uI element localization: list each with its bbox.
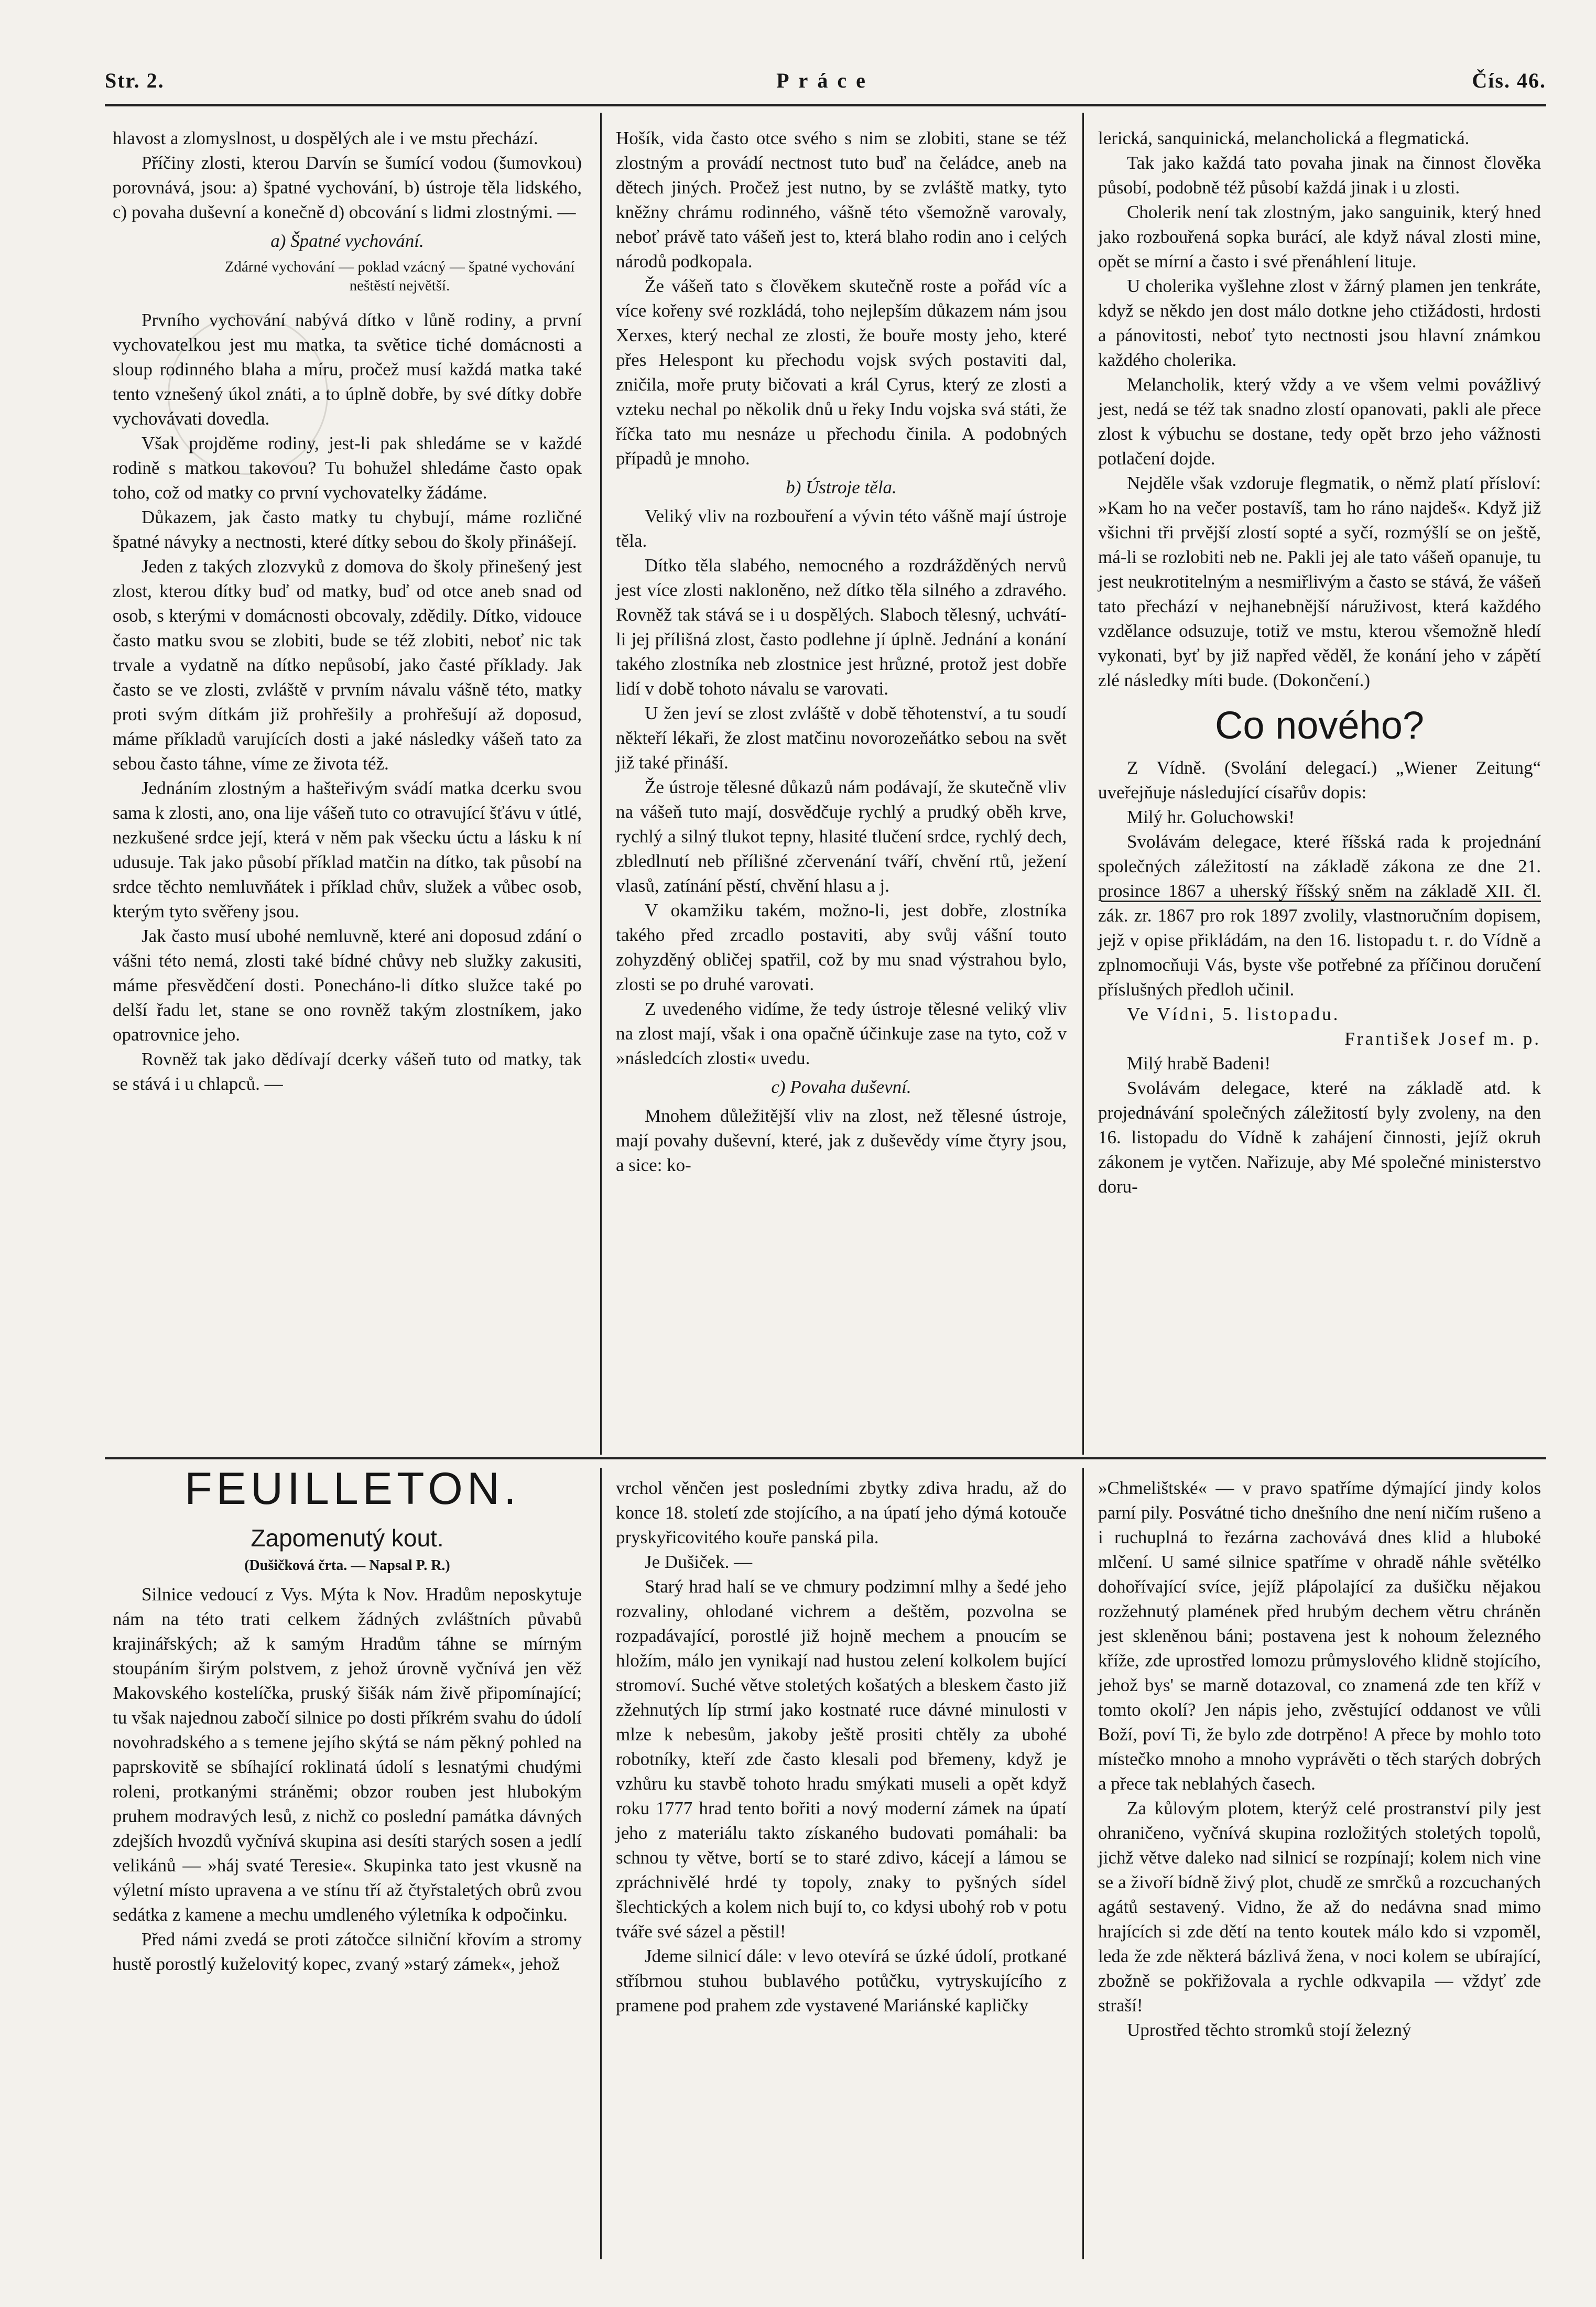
article-column-2 [616,126,1067,1177]
letter-salutation: Milý hr. Goluchowski! [1127,807,1295,827]
section-subheading: b) Ústroje těla. [786,477,897,497]
paragraph: lerická, sanquinická, melancholická a flegmatická. [1098,128,1470,148]
paragraph: hlavost a zlomyslnost, u dospělých ale i ve mstu přechází. [113,128,538,148]
news-paragraph: Z Vídně. (Svolání delegací.) „Wiener Zeitung“ uveřejňuje následující císařův dopis: [1098,757,1541,803]
paragraph: Z uvedeného vidíme, že tedy ústroje tělesné veliký vliv na zlost mají, však i ona opačně účinkuje zase na tyto, což v »následcích zlosti« uvedu. [616,999,1067,1068]
paragraph: Jednáním zlostným a hašteřivým svádí matka dcerku svou sama k zlosti, ano, ona lije vášeň tuto co otravující šťávu v útlé, nezkušené srdce její, která v něm pak všecku úctu a lásku k ní udusuje. Tak jako působí příklad matčin na dítko, tak působí na srdce těchto nemluvňátek i příklad chův, služek a vůbec osob, kterým tyto svěřeny jsou. [113,778,582,922]
paragraph: Prvního vychování nabývá dítko v lůně rodiny, a první vychovatelkou jest mu matka, ta světice tiché domácnosti a sloup rodinného blaha a míru, pročež musí každá matka také tento vznešený úkol znáti, a to úplně dobře, by své dítky dobře vychovávati dovedla. [113,310,582,429]
letter-date: Ve Vídni, 5. listopadu. [1127,1004,1340,1024]
header-rule [105,104,1546,106]
feuilleton-column-3 [1098,1476,1541,2042]
paragraph: Veliký vliv na rozbouření a vývin této vášně mají ústroje těla. [616,506,1067,551]
paragraph: Rovněž tak jako dědívají dcerky vášeň tuto od matky, tak se stává i u chlapců. — [113,1049,582,1094]
paragraph: U cholerika vyšlehne zlost v žárný plamen jen tenkráte, když se někdo jen dost málo dotkne jeho ctižádosti, hrdosti a pánovitosti, neboť tyto nectnosti jsou hlavní známkou každého cholerika. [1098,276,1541,370]
letter-signature: František Josef m. p. [1344,1028,1541,1049]
paragraph: »Chmelištské« — v pravo spatříme dýmající jindy kolos parní pily. Posvátné ticho dnešního dne není ničím rušeno a i ruchuplná to řezárna zachovává dnes klid a hluboké mlčení. U samé silnice spatříme v ohradě náhle světélko dohořívající svíce, jejíž plápolající za dušičku nějakou rozžehnutý plamének před hrubým dechem větru chráněn jest skleněnou báni; postavena jest k nohoum železného kříže, zde uprostřed lomozu průmyslového klidně stojícího, jehož bys' se marně dotazoval, co znamená zde ten kříž v tomto okolí? Jen nápis jeho, zvěstující oddanost ve vůli Boží, poví Ti, že bylo zde dotrpěno! A přece by mohlo toto místečko mnoho a mnoho vyprávěti o těch starých dobrých a přece tak neblahých časech. [1098,1478,1541,1794]
paragraph: Starý hrad halí se ve chmury podzimní mlhy a šedé jeho rozvaliny, ohlodané vichrem a deštěm, pozvolna se rozpadávající, porostlé již hojně mechem a pnoucím se hložím, málo jen vynikají nad hustou zelení kolkolem bující stromoví. Suché větve stoletých košatých a bleskem často již zžehnutých líp strmí jako kostnaté ruce dávné minulosti v mlze k nebesům, jakoby ještě prositi chtěly za ubohé robotníky, kteří zde často klesali pod břemeny, když je vzhůru ku stavbě tohoto hradu smýkati museli a opět když roku 1777 hrad tento bořiti a nový moderní zámek na úpatí jeho z materiálu takto získaného budovati pomáhali: ba schnou ty větve, bortí se to staré zdivo, kácejí a lámou se zpráchnivělé hrdé ty topoly, znaky to pyšných sídel šlechtických a kolem nich bují to, co kdysi ubohý rob v potu tváře své sázel a pěstil! [616,1576,1067,1942]
section-subheading: a) Špatné vychování. [270,231,424,251]
column-divider-2 [1082,113,1084,1455]
paragraph: Jak často musí ubohé nemluvně, které ani doposud zdání o vášni této nemá, zlosti také bídné chůvy neb služky zakusiti, máme přesvědčení dosti. Ponecháno-li dítko služce také po delší řadu let, stane se ono rovněž takým zlostníkem, jako opatrovnice jeho. [113,926,582,1045]
page-header [105,68,1546,105]
paragraph: Jeden z takých zlozvyků z domova do školy přinešený jest zlost, kterou dítky buď od matky, buď od otce aneb snad od osob, s kterými v domácnosti obcovaly, zdědily. Dítko, vidouce často matku svou se zlobiti, bude se též zlobiti, neboť nic tak trvale a vydatně na dítko nepůsobí, jako časté příklady. Jak často se ve zlosti, zvláště v prvním návalu vášně této, matky proti svým dítkám již prohřešily a prohřešují až doposud, máme příkladů varujících dosti a jaké následky vášeň tato za sebou často táhne, víme ze života též. [113,556,582,774]
paragraph: Před námi zvedá se proti zátočce silniční křovím a stromy hustě porostlý kuželovitý kopec, zvaný »starý zámek«, jehož [113,1929,582,1974]
paragraph: Jdeme silnicí dále: v levo otevírá se úzké údolí, protkané stříbrnou stuhou bublavého potůčku, vytryskujícího z pramene pod prahem zde vystavené Mariánské kapličky [616,1946,1067,2016]
news-paragraph: Svolávám delegace, které na základě atd. k projednávání společných záležitostí byly zvoleny, na den 16. listopadu do Vídně k zahájení činnosti, jejíž okruh zákonem je vytčen. Nařizuje, aby Mé společné ministerstvo doru- [1098,1078,1541,1197]
feuilleton-column-1 [113,1523,582,1976]
story-byline: (Dušičková črta. — Napsal P. R.) [244,1557,450,1574]
paragraph: Že ústroje tělesné důkazů nám podávají, že skutečně vliv na vášeň tuto mají, dosvědčuje rychlý a prudký oběh krve, rychlý a silný tlukot tepny, hlasité tlučení srdce, rychlý dech, zbledlnutí neb přílišné zčervenání tváří, chvění rtů, ježení vlasů, zatínání pěstí, chvění hlasu a j. [616,777,1067,896]
feuilleton-heading: FEUILLETON. [184,1464,520,1514]
issue-number: Čís. 46. [1472,69,1546,92]
paragraph: Hošík, vida často otce svého s nim se zlobiti, stane se též zlostným a provádí nectnost tuto buď na čeládce, aneb na dětech jiných. Pročež jest nutno, by se zvláště matky, tyto kněžny chrámu rodinného, vášně této všemožně varovaly, neboť právě tato vášeň jest to, která blaho rodin ano i celých národů podkopala. [616,128,1067,272]
paragraph: Že vášeň tato s člověkem skutečně roste a pořád víc a více kořeny své rozkládá, toho nejlepším důkazem nám jsou Xerxes, který nechal ze zlosti, že bouře mosty jeho, které přes Helespont ku přechodu vojsk svých postaviti dal, zničila, moře pruty bičovati a král Cyrus, který ze zlosti a vzteku nechal po několik dnů u řeky Indu vojska svá státi, že říčka tato mu nesnáze u přechodu činila. A podobných případů je mnoho. [616,276,1067,469]
letter-salutation: Milý hrabě Badeni! [1127,1053,1271,1074]
paragraph: Za kůlovým plotem, kterýž celé prostranství pily jest ohraničeno, vyčnívá skupina rozložitých stoletých topolů, jichž větve daleko nad silnicí se rozpínají; kolem nich vine se a živoří bídně živý plot, chudě ze smrčků a rozcuchaných agátů sestavený. Vidno, že až do nedávna snad mimo hrajících si zde dětí na tento koutek málo kdo si vzpoměl, leda že zde některá bázlivá žena, v noci kolem se ubírající, zbožně se pokřižovala a rychle odkvapila — vždyť zde straší! [1098,1798,1541,2016]
section-subheading: c) Povaha duševní. [771,1077,911,1097]
paragraph: Cholerik není tak zlostným, jako sanguinik, který hned jako rozbouřená sopka burácí, ale když nával zlosti mine, opět se mírní a často i své přenáhlení lituje. [1098,202,1541,272]
column-divider-1 [600,113,602,1455]
paragraph: Mnohem důležitější vliv na zlost, než tělesné ústroje, mají povahy duševní, které, jak z duševědy víme čtyry jsou, a sice: ko- [616,1106,1067,1175]
feuilleton-column-2 [616,1476,1067,2018]
motto: Zdárné vychování — poklad vzácný — špatné vychování neštěstí největší. [224,258,575,294]
paragraph: Příčiny zlosti, kterou Darvín se šumící vodou (šumovkou) porovnává, jsou: a) špatné vychování, b) ústroje těla lidského, c) povaha duševní a konečně d) obcování s lidmi zlostnými. — [113,153,582,222]
article-column-3 [1098,126,1541,1199]
paragraph: Je Dušiček. — [645,1552,753,1572]
column-divider-4 [1082,1468,1084,2259]
column-divider-3 [600,1468,602,2259]
feuilleton-rule [105,1457,1546,1459]
paragraph: Silnice vedoucí z Vys. Mýta k Nov. Hradům neposkytuje nám na této trati celkem žádných zvláštních půvabů krajinářských; až k samým Hradům táhne se mírným stoupáním širým polstvem, z jehož úrovně vyčnívá jen věž Makovského kostelíčka, pruský šišák nám živě připomínající; tu však najednou zabočí silnice po dosti příkrém svahu do údolí novohradského a s temene jejího skýtá se nám pěkný pohled na paprskovitě se sbíhající roklinatá údolí s lesnatými chudými roleni, protkanými stráněmi; obzor rouben jest hlubokým pruhem modravých lesů, z nichž co poslední památka dávných zdejších hvozdů vyčnívá skupina asi desíti starých sosen a jedlí velikánů — »háj svaté Teresie«. Skupinka tato jest vkusně na výletní místo upravena a ve stínu tří až čtyřstaletých obrů zvou sedátka z kamene a mechu umdleného výletníka k odpočinku. [113,1584,582,1925]
paragraph: Tak jako každá tato povaha jinak na činnost člověka působí, podobně též působí každá jinak i u zlosti. [1098,153,1541,198]
paragraph: Však projděme rodiny, jest-li pak shledáme se v každé rodině s matkou takovou? Tu bohužel shledáme často opak toho, což od matky co první vychovatelky žádáme. [113,433,582,503]
paragraph: Důkazem, jak často matky tu chybují, máme rozličné špatné návyky a nectnosti, které dítky sebou do školy přinášejí. [113,507,582,552]
paragraph: Uprostřed těchto stromků stojí železný [1127,2020,1412,2040]
paragraph: vrchol věnčen jest posledními zbytky zdiva hradu, až do konce 18. století zde stojícího, a na úpatí jeho dýmá kotouče pryskyřicovitého kouře panská pila. [616,1478,1067,1547]
news-section-title: Co nového? [1214,703,1425,747]
news-paragraph: Svolávám delegace, které říšská rada k projednání společných záležitostí na základě zákona ze dne 21. prosince 1867 a uherský říšský sněm na základě XII. čl. zák. zr. 1867 pro rok 1897 zvolily, vlastnoručním dopisem, jejž v opise přikládám, na den 16. listopadu t. r. do Vídně a zplnomocňuji Vás, byste vše potřebné za příčinou doručení příslušných předloh učinil. [1098,831,1541,1000]
story-title: Zapomenutý kout. [251,1524,444,1552]
page-number: Str. 2. [105,69,165,92]
newspaper-title: Práce [776,69,875,92]
paragraph: Nejděle však vzdoruje flegmatik, o němž platí přísloví: »Kam ho na večer postavíš, tam ho ráno najdeš«. Když již všichni tři prvější zlostí sopté a syčí, rozmýšlí se on ještě, má-li se rozlobiti neb ne. Pakli jej ale tato vášeň opanuje, tu jest neukrotitelným a nesmiřlivým a často se stává, že vášeň tato přechází v nejhanebnější náruživost, která každého vzdělance odsuzuje, totiž ve mstu, kterou všemožně hledí vykonati, byť by již napřed věděl, že konání jeho v zápětí zlé následky míti bude. (Dokončení.) [1098,473,1541,690]
paragraph: U žen jeví se zlost zvláště v době těhotenství, a tu soudí někteří lékaři, že zlost matčinu novorozeňátko sebou na svět již také přináší. [616,703,1067,773]
article-column-1 [113,126,582,1096]
paragraph: V okamžiku takém, možno-li, jest dobře, zlostníka takého před zrcadlo postaviti, aby svůj vášní touto zohyzděný obličej spatřil, což by mu snad výstrahou bylo, zlosti se po druhé varovati. [616,900,1067,994]
paragraph: Dítko těla slabého, nemocného a rozdrážděných nervů jest více zlosti nakloněno, než dítko těla silného a zdravého. Rovněž tak stává se i u dospělých. Slaboch tělesný, uchvátí-li jej přílišná zlost, často podlehne jí úplně. Jednání a konání takého zlostníka neb zlostnice jest hrůzné, protož jest dobře lidí v době tohoto návalu se varovati. [616,555,1067,699]
paragraph: Melancholik, který vždy a ve všem velmi povážlivý jest, nedá se též tak snadno zlostí opanovati, pakli ale přece zlost k výbuchu se dostane, tedy opět brzo jeho vážnosti potlačení dojde. [1098,374,1541,469]
